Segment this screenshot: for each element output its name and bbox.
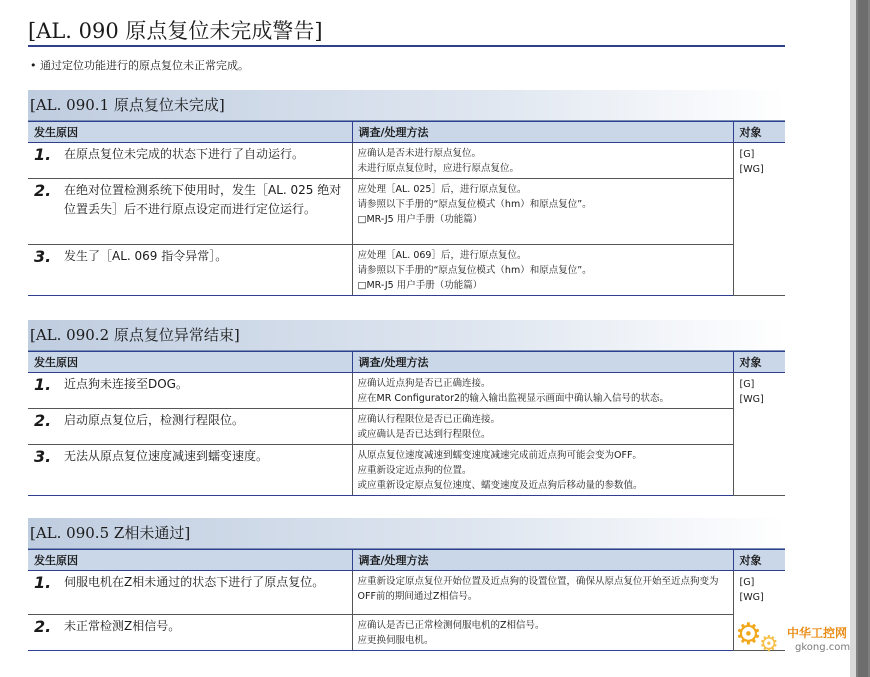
table-header-row <box>28 122 785 143</box>
section-heading: [AL. 090.5 Z相未通过] <box>28 518 785 549</box>
method-line: 从原点复位速度减速到蠕变速度减速完成前近点狗可能会变为OFF。 <box>357 450 642 461</box>
header-target: 对象 <box>733 122 785 143</box>
method-line: 应确认是否已正常检测伺服电机的Z相信号。 <box>357 620 545 631</box>
method-line: 请参照以下手册的“原点复位模式（hm）和原点复位”。 <box>357 265 592 276</box>
method-line: 应确认近点狗是否已正确连接。 <box>357 378 491 389</box>
method-line: 未进行原点复位时，应进行原点复位。 <box>357 163 520 174</box>
method-line: 应在MR Configurator2的输入输出监视显示画面中确认输入信号的状态。 <box>357 393 670 404</box>
method-cell <box>352 143 733 179</box>
method-line: 请参照以下手册的“原点复位模式（hm）和原点复位”。 <box>357 199 592 210</box>
method-line: 应处理［AL. 025］后，进行原点复位。 <box>357 184 527 195</box>
manual-reference: □MR-J5 用户手册（功能篇） <box>357 214 483 225</box>
table-row <box>28 409 785 445</box>
method-cell <box>352 571 733 615</box>
header-cause: 发生原因 <box>28 550 352 571</box>
target-label: [G] <box>739 149 755 160</box>
page-title: [AL. 090 原点复位未完成警告] <box>28 18 785 47</box>
cause-text: 启动原点复位后，检测行程限位。 <box>64 413 245 427</box>
target-label: [G] <box>739 577 755 588</box>
target-label: [WG] <box>739 592 764 603</box>
cause-text: 未正常检测Z相信号。 <box>64 619 181 633</box>
cause-cell <box>28 179 352 245</box>
section-heading: [AL. 090.1 原点复位未完成] <box>28 90 785 121</box>
table-row <box>28 143 785 179</box>
method-cell <box>352 373 733 409</box>
method-line: 应确认行程限位是否已正确连接。 <box>357 414 501 425</box>
target-label: [G] <box>739 379 755 390</box>
header-method: 调查/处理方法 <box>352 352 733 373</box>
method-cell <box>352 615 733 651</box>
table-row <box>28 373 785 409</box>
cause-text: 近点狗未连接至DOG。 <box>64 377 188 391</box>
cause-text: 伺服电机在Z相未通过的状态下进行了原点复位。 <box>64 575 325 589</box>
row-number: 2. <box>34 411 52 430</box>
gear-icon: ⚙ <box>759 632 779 657</box>
method-cell <box>352 445 733 496</box>
header-method: 调查/处理方法 <box>352 550 733 571</box>
section-090-5 <box>28 518 785 651</box>
cause-text: 发生了［AL. 069 指令异常］。 <box>64 249 228 263</box>
cause-cell <box>28 615 352 651</box>
cause-cell <box>28 445 352 496</box>
cause-text: 在原点复位未完成的状态下进行了自动运行。 <box>64 147 305 161</box>
cause-table <box>28 121 785 296</box>
method-line: 应更换伺服电机。 <box>357 635 434 646</box>
target-cell <box>733 373 785 496</box>
header-method: 调查/处理方法 <box>352 122 733 143</box>
section-heading: [AL. 090.2 原点复位异常结束] <box>28 320 785 351</box>
table-row <box>28 179 785 245</box>
method-cell <box>352 409 733 445</box>
target-label: [WG] <box>739 164 764 175</box>
table-row <box>28 571 785 615</box>
table-header-row <box>28 352 785 373</box>
header-target: 对象 <box>733 550 785 571</box>
target-label: [WG] <box>739 394 764 405</box>
cause-table <box>28 351 785 496</box>
header-cause: 发生原因 <box>28 122 352 143</box>
section-090-1 <box>28 90 785 296</box>
row-number: 2. <box>34 617 52 636</box>
cause-table <box>28 549 785 651</box>
gear-icon: ⚙ <box>735 617 762 652</box>
method-line: 应确认是否未进行原点复位。 <box>357 148 482 159</box>
method-line: 或应确认是否已达到行程限位。 <box>357 429 491 440</box>
method-line: 应重新设定原点复位开始位置及近点狗的设置位置，确保从原点复位开始至近点狗变为OFF前的期间通过Z相信号。 <box>357 576 719 602</box>
row-number: 3. <box>34 247 52 266</box>
scrollbar-track <box>850 0 856 677</box>
watermark-text: 中华工控网 <box>787 626 848 640</box>
row-number: 1. <box>34 573 52 592</box>
watermark-logo <box>735 618 860 662</box>
cause-cell <box>28 571 352 615</box>
cause-cell <box>28 245 352 296</box>
scrollbar-thumb[interactable] <box>858 0 868 677</box>
method-line: 应重新设定近点狗的位置。 <box>357 465 472 476</box>
watermark-domain: gkong.com <box>795 642 851 653</box>
vertical-scrollbar[interactable] <box>850 0 870 677</box>
cause-cell <box>28 409 352 445</box>
row-number: 1. <box>34 375 52 394</box>
section-090-2 <box>28 320 785 496</box>
header-target: 对象 <box>733 352 785 373</box>
cause-text: 在绝对位置检测系统下使用时，发生［AL. 025 绝对位置丢失］后不进行原点设定而进行定位运行。 <box>64 183 342 216</box>
table-header-row <box>28 550 785 571</box>
method-cell <box>352 245 733 296</box>
table-row <box>28 245 785 296</box>
row-number: 2. <box>34 181 52 200</box>
row-number: 1. <box>34 145 52 164</box>
table-row <box>28 615 785 651</box>
summary-text: • 通过定位功能进行的原点复位未正常完成。 <box>30 59 249 72</box>
cause-cell <box>28 373 352 409</box>
row-number: 3. <box>34 447 52 466</box>
method-line: 应处理［AL. 069］后，进行原点复位。 <box>357 250 527 261</box>
method-line: 或应重新设定原点复位速度、蠕变速度及近点狗后移动量的参数值。 <box>357 480 643 491</box>
manual-reference: □MR-J5 用户手册（功能篇） <box>357 280 483 291</box>
cause-cell <box>28 143 352 179</box>
method-cell <box>352 179 733 245</box>
target-cell <box>733 143 785 296</box>
cause-text: 无法从原点复位速度减速到蠕变速度。 <box>64 449 269 463</box>
table-row <box>28 445 785 496</box>
header-cause: 发生原因 <box>28 352 352 373</box>
